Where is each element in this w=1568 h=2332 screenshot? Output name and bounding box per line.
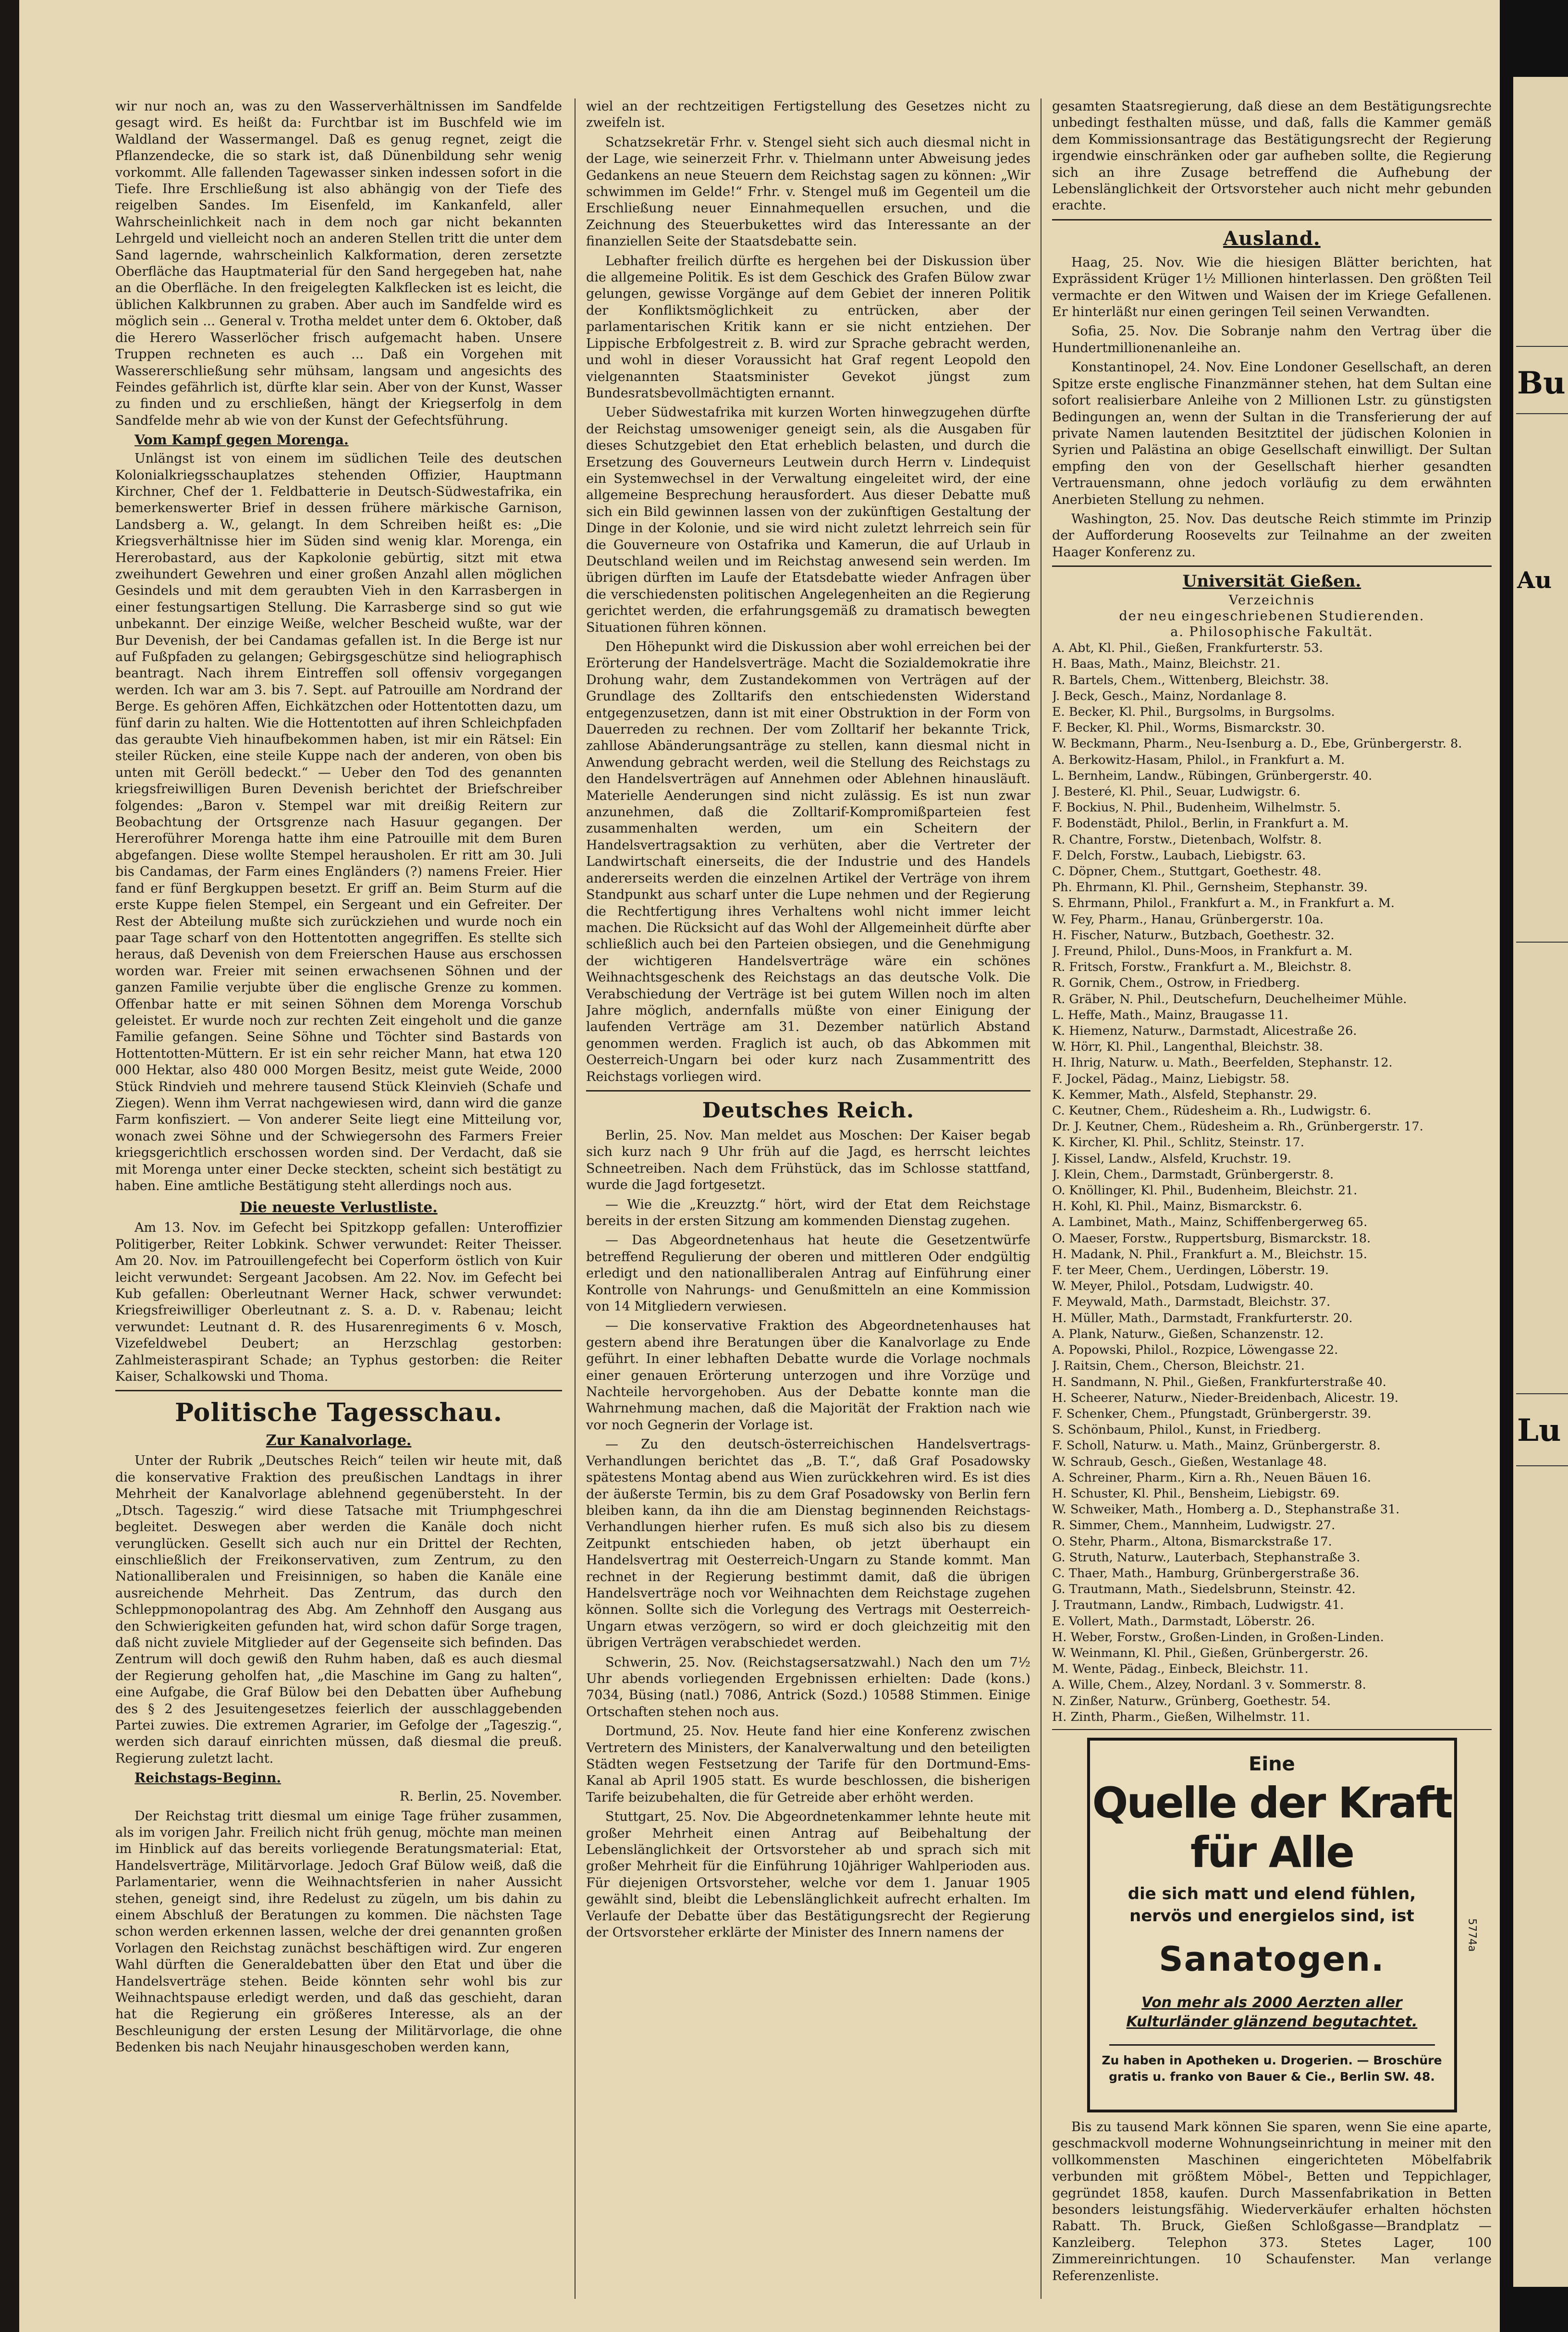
adjacent-page-edge [1513,77,1568,2287]
ausland-heading: Ausland. [1223,227,1321,250]
reichstag-heading: Reichstags-Beginn. [135,1770,282,1786]
student-entry: G. Trautmann, Math., Siedelsbrunn, Steinstr. 42. [1052,1582,1356,1597]
edge-glyph: Lu [1517,1412,1561,1448]
paragraph: Der Reichstag tritt diesmal um einige Tage früher zusammen, als im vorigen Jahr. Freilich nicht früh genug, möchte man meinen im Hinblick auf das bereits vorliegende Beratungsmaterial: Etat, Handelsverträge, Militärvorlage. Jedoch Graf Bülow weiß, daß die Parlamentarier, wenn die Weihnachtsferien in naher Aussicht stehen, geneigt sind, ihre Redelust zu zügeln, um bis dahin zu einem Abschluß der Beratungen zu kommen. Die nächsten Tage schon werden erkennen lassen, welche der drei genannten großen Vorlagen den Reichstag zunächst beschäftigen wird. Zur engeren Wahl dürften die Generaldebatten über den Etat und über die Handelsverträge stehen. Beide könnten sehr wohl bis zur Weihnachtspause erledigt werden, und daß das geschieht, daran hat die Regierung ein größeres Interesse, als an der Beschleunigung der ersten Lesung der Militärvorlage, die ohne Bedenken bis nach Neujahr hinausgeschoben werden kann, [115,1808,562,2055]
paragraph: Den Höhepunkt wird die Diskussion aber wohl erreichen bei der Erörterung der Handelsverträge. Macht die Sozialdemokratie ihre Drohung wahr, dem Zustandekommen von Verträgen auf der Grundlage des Zolltarifs den entschiedensten Widerstand entgegenzusetzen, dann ist mit einer Obstruktion in der Form von Dauerreden zu rechnen. Der vom Zolltarif her bekannte Trick, zahllose Abänderungsanträge zu stellen, kann diesmal nicht in Anwendung gebracht werden, weil die Stellung des Reichstags zu den Handelsverträgen auf Annehmen oder Ablehnen hinausläuft. Materielle Aenderungen sind nicht zulässig. Es ist nun zwar anzunehmen, daß die Zolltarif-Kompromißparteien fest zusammenhalten werden, um ein Scheitern der Handelsvertragsaktion zu verhüten, aber die Vertreter der Landwirtschaft einerseits, die der Industrie und des Handels andererseits werden die einzelnen Artikel der Verträge von ihrem Standpunkt aus scharf unter die Lupe nehmen und der Regierung die Rechtfertigung ihres Verhaltens wohl nicht immer leicht machen. Die Rücksicht auf das Wohl der Allgemeinheit dürfte aber schließlich auch bei den Parteien obsiegen, und die Genehmigung der wichtigeren Handelsverträge wäre ein schönes Weihnachtsgeschenk des Reichstags an das deutsche Volk. Die Verabschiedung der Verträge ist bei gutem Willen noch im alten Jahre möglich, andernfalls müßte von einer Einigung der laufenden Verträge am 31. Dezember natürlich Abstand genommen werden. Fraglich ist auch, ob das Abkommen mit Oesterreich-Ungarn bei oder kurz nach Zusammentritt des Reichstags vorliegen wird. [586,639,1030,1084]
edge-glyph: Bu [1517,365,1566,401]
column-1 [115,98,562,2308]
ad-product: Sanatogen. [1159,1939,1385,1979]
student-entry: H. Scheerer, Naturw., Nieder-Breidenbach, Alicestr. 19. [1052,1390,1398,1405]
paragraph: Lebhafter freilich dürfte es hergehen bei der Diskussion über die allgemeine Politik. Es ist dem Geschick des Grafen Bülow zwar gelungen, gewisse Vorgänge auf dem Gebiet der inneren Politik der Konfliktsmöglichkeit zu entrücken, aber der parlamentarischen Kritik kann er sie nicht entziehen. Der Lippische Erbfolgestreit z. B. wird zur Sprache gebracht werden, und wohl in dieser Voraussicht hat Graf regent Leopold den vielgenannten Staatsminister Gevekot jüngst zum Bundesratsbevollmächtigten ernannt. [586,253,1030,401]
student-entry: F. Bockius, N. Phil., Budenheim, Wilhelmstr. 5. [1052,800,1341,815]
paragraph: Konstantinopel, 24. Nov. Eine Londoner Gesellschaft, an deren Spitze erste englische Finanzmänner stehen, hat dem Sultan eine sofort realisierbare Anleihe von 2 Millionen Lstr. zu günstigsten Bedingungen an, wenn der Sultan in die Transferierung der auf private Namen lautenden Besitztitel der jüdischen Kolonien in Syrien und Palästina an obige Gesellschaft einwilligt. Der Sultan empfing den von der Gesellschaft hierher gesandten Vertrauensmann, ohne jedoch vorläufig zu dem erwähnten Anerbieten Stellung zu nehmen. [1052,360,1492,507]
reich-heading: Deutsches Reich. [702,1098,915,1123]
student-entry: C. Döpner, Chem., Stuttgart, Goethestr. 48. [1052,864,1322,879]
ad-eine: Eine [1249,1753,1295,1775]
student-entry: A. Popowski, Philol., Rozpice, Löwengasse 22. [1052,1343,1338,1358]
student-entry: H. Schuster, Kl. Phil., Bensheim, Liebigstr. 69. [1052,1486,1340,1501]
paragraph: Berlin, 25. Nov. Man meldet aus Moschen: Der Kaiser begab sich kurz nach 9 Uhr früh auf die Jagd, es herrscht leichtes Schneetreiben. Nach dem Frühstück, das im Schlosse stattfand, wurde die Jagd fortgesetzt. [586,1128,1030,1193]
student-list [1052,640,1492,1725]
student-entry: C. Keutner, Chem., Rüdesheim a. Rh., Ludwigstr. 6. [1052,1104,1372,1118]
student-entry: R. Bartels, Chem., Wittenberg, Bleichstr. 38. [1052,673,1329,687]
student-entry: W. Weinmann, Kl. Phil., Gießen, Grünbergerstr. 26. [1052,1645,1369,1660]
student-entry: S. Ehrmann, Philol., Frankfurt a. M., in Frankfurt a. M. [1052,896,1395,911]
ad-headline: Quelle der Kraft für Alle [1092,1778,1452,1877]
student-entry: N. Zinßer, Naturw., Grünberg, Goethestr. 54. [1052,1694,1331,1708]
student-entry: S. Schönbaum, Philol., Kunst, in Friedberg. [1052,1423,1321,1437]
student-entry: H. Madank, N. Phil., Frankfurt a. M., Bleichstr. 15. [1052,1247,1368,1262]
student-entry: A. Lambinet, Math., Mainz, Schiffenbergerweg 65. [1052,1215,1368,1230]
paragraph: wir nur noch an, was zu den Wasserverhältnissen im Sandfelde gesagt wird. Es heißt da: Furchtbar ist im Buschfeld wie im Waldland der Wassermangel. Daß es genug regnet, zeigt die Pflanzendecke, die so stark ist, daß Dünenbildung sehr wenig vorkommt. Alle fallenden Tagewasser sinken indessen sofort in die Tiefe. Ihre Erschließung ist also abhängig von der Tiefe des reigelben Sandes. Im Eisenfeld, im Kankanfeld, aller Wahrscheinlichkeit nach in dem noch gar nicht bekannten Lehrgeld und vielleicht noch an anderen Stellen tritt die unter dem Sand lagernde, wahrscheinlich Kalkformation, deren zersetzte Oberfläche das Hauptmaterial für den Sand hergegeben hat, nahe an die Oberfläche. In den freigelegten Kalkflecken ist es leicht, die üblichen Kalkbrunnen zu graben. Aber auch im Sandfelde wird es möglich sein ... General v. Trotha meldet unter dem 6. Oktober, daß die Herero Wasserlöcher frisch aufgemacht haben. Unsere Truppen rechneten es auch ... Daß ein Vorgehen mit Wassererschließung sehr mühsam, langsam und angesichts des Feindes gefährlich ist, dürfte klar sein. Aber von der Kunst, Wasser zu finden und zu erschließen, hängt der Kriegserfolg in dem Sandfelde mehr ab wie von der Kunst der Gefechtsführung. [115,99,562,428]
paragraph: — Die konservative Fraktion des Abgeordnetenhauses hat gestern abend ihre Beratungen über die Kanalvorlage zu Ende geführt. In einer lebhaften Debatte wurde die Vorlage nochmals einer genauen Erörterung unterzogen und ihre Vorzüge und Nachteile hervorgehoben. Aus der Debatte konnte man die Wahrnehmung machen, daß die Majorität der Fraktion nach wie vor noch Gegnerin der Vorlage ist. [586,1318,1030,1433]
edge-rule [1516,942,1568,943]
paragraph: Schwerin, 25. Nov. (Reichstagsersatzwahl.) Nach den um 7½ Uhr abends vorliegenden Ergebnissen erhielten: Dade (kons.) 7034, Büsing (natl.) 7086, Antrick (Sozd.) 10588 Stimmen. Einige Ortschaften stehen noch aus. [586,1655,1030,1719]
student-entry: J. Freund, Philol., Duns-Moos, in Frankfurt a. M. [1052,944,1353,959]
ad-endorsement [1090,1993,1454,2032]
ad-side-code: 5774a [1466,1918,1478,1952]
student-entry: H. Zinth, Pharm., Gießen, Wilhelmstr. 11. [1052,1709,1310,1724]
divider [1052,1729,1492,1730]
student-entry: A. Schreiner, Pharm., Kirn a. Rh., Neuen Bäuen 16. [1052,1470,1372,1485]
student-entry: Dr. J. Keutner, Chem., Rüdesheim a. Rh., Grünbergerstr. 17. [1052,1119,1423,1134]
student-entry: F. Bodenstädt, Philol., Berlin, in Frankfurt a. M. [1052,816,1349,831]
student-entry: K. Hiemenz, Naturw., Darmstadt, Alicestraße 26. [1052,1024,1357,1039]
edge-glyph: Au [1517,567,1552,594]
paragraph: Ueber Südwestafrika mit kurzen Worten hinwegzugehen dürfte der Reichstag umsoweniger geneigt sein, als die Ausgaben für dieses Schutzgebiet den Etat erheblich belasten, und durch die Ersetzung des Gouverneurs Leutwein durch Herrn v. Lindequist ein Systemwechsel in der Verwaltung eingeleitet wird, der eine allgemeine Besprechung herausfordert. Aus dieser Debatte muß sich ein Bild gewinnen lassen von der zukünftigen Gestaltung der Dinge in der Kolonie, und sie wird nicht zuletzt lehrreich sein für die Gouverneure von Ostafrika und Kamerun, die auf Urlaub in Deutschland weilen und im Reichstag anwesend sein werden. Im übrigen dürften im Laufe der Etatsdebatte wieder Anfragen über die verschiedensten politischen Angelegenheiten an die Regierung gerichtet werden, die erfahrungsgemäß zu dramatisch bewegten Situationen führen können. [586,405,1030,635]
sanatogen-advertisement [1087,1738,1478,2112]
student-entry: A. Abt, Kl. Phil., Gießen, Frankfurterstr. 53. [1052,641,1323,656]
student-entry: M. Wente, Pädag., Einbeck, Bleichstr. 11. [1052,1662,1309,1677]
paragraph: Schatzsekretär Frhr. v. Stengel sieht sich auch diesmal nicht in der Lage, wie seinerzeit Frhr. v. Thielmann unter Abweisung jedes Gedankens an neue Steuern dem Reichstag sagen zu können: „Wir schwimmen im Gelde!“ Frhr. v. Stengel muß im Gegenteil um die Erschließung neuer Einnahmequellen ersuchen, und die Zeichnung des Steuerbukettes wird das Interessante an der finanziellen Seite der Staatsdebatte sein. [586,135,1030,249]
student-entry: R. Gornik, Chem., Ostrow, in Friedberg. [1052,976,1300,991]
student-entry: A. Berkowitz-Hasam, Philol., in Frankfurt a. M. [1052,752,1345,767]
student-entry: H. Müller, Math., Darmstadt, Frankfurterstr. 20. [1052,1311,1353,1326]
divider [115,1390,562,1391]
university-subheading: der neu eingeschriebenen Studierenden. [1119,609,1425,624]
student-entry: J. Besteré, Kl. Phil., Seuar, Ludwigstr. 6. [1052,784,1300,799]
student-entry: J. Raitsin, Chem., Cherson, Bleichstr. 21. [1052,1359,1305,1374]
paragraph: Haag, 25. Nov. Wie die hiesigen Blätter berichten, hat Exprässident Krüger 1½ Millionen hinterlassen. Den größten Teil vermachte er den Witwen und Waisen der im Kriege Gefallenen. Er hinterläßt nur einen geringen Teil seinen Verwandten. [1052,255,1492,320]
morenga-heading: Vom Kampf gegen Morenga. [135,432,349,448]
student-entry: F. ter Meer, Chem., Uerdingen, Löberstr. 19. [1052,1263,1329,1278]
student-entry: J. Kissel, Landw., Alsfeld, Kruchstr. 19. [1052,1151,1292,1166]
student-entry: R. Gräber, N. Phil., Deutschefurn, Deuchelheimer Mühle. [1052,992,1407,1006]
verlust-heading: Die neueste Verlustliste. [240,1199,438,1216]
student-entry: F. Delch, Forstw., Laubach, Liebigstr. 63. [1052,848,1306,863]
edge-rule [1516,1465,1568,1466]
paragraph: Am 13. Nov. im Gefecht bei Spitzkopp gefallen: Unteroffizier Politigerber, Reiter Lobkink. Schwer verwundet: Reiter Theisser. Am 20. Nov. im Patrouillengefecht bei Coperform östlich von Kuir leicht verwundet: Sergeant Jacobsen. Am 22. Nov. im Gefecht bei Kub gefallen: Oberleutnant Werner Hack, schwer verwundet: Kriegsfreiwilliger Oberleutnant z. S. a. D. v. Rabenau; leicht verwundet: Leutnant d. R. des Husarenregiments 6 v. Mosch, Vizefeldwebel Deubert; an Herzschlag gestorben: Zahlmeisteraspirant Schade; an Typhus gestorben: die Reiter Kaiser, Schalkowski und Thoma. [115,1220,562,1385]
student-entry: K. Kemmer, Math., Alsfeld, Stephanstr. 29. [1052,1087,1317,1102]
student-entry: H. Fischer, Naturw., Butzbach, Goethestr. 32. [1052,928,1335,943]
student-entry: F. Jockel, Pädag., Mainz, Liebigstr. 58. [1052,1071,1290,1086]
paragraph: Stuttgart, 25. Nov. Die Abgeordnetenkammer lehnte heute mit großer Mehrheit einen Antrag auf Beibehaltung der Lebenslänglichkeit der Ortsvorsteher ab und sprach sich mit großer Mehrheit für die Einführung 10jähriger Wahlperioden aus. Für diejenigen Ortsvorsteher, welche vor dem 1. Januar 1905 gewählt sind, bleibt die Lebenslänglichkeit aufrecht erhalten. Im Verlaufe der Debatte über das Bestätigungsrecht der Regierung der Ortsvorsteher erklärte der Minister des Innern namens der [586,1809,1030,1940]
student-entry: K. Kircher, Kl. Phil., Schlitz, Steinstr. 17. [1052,1135,1304,1150]
kanal-heading: Zur Kanalvorlage. [266,1432,412,1449]
ad-footer-2: gratis u. franko von Bauer & Cie., Berlin SW. 48. [1109,2069,1435,2084]
student-entry: R. Chantre, Forstw., Dietenbach, Wolfstr. 8. [1052,832,1322,847]
student-entry: O. Knöllinger, Kl. Phil., Budenheim, Bleichstr. 21. [1052,1183,1358,1198]
student-entry: L. Heffe, Math., Mainz, Braugasse 11. [1052,1007,1288,1022]
student-entry: H. Weber, Forstw., Großen-Linden, in Großen-Linden. [1052,1630,1384,1645]
divider [1052,219,1492,221]
student-entry: H. Ihrig, Naturw. u. Math., Beerfelden, Stephanstr. 12. [1052,1056,1393,1070]
paragraph: — Wie die „Kreuzztg.“ hört, wird der Etat dem Reichstage bereits in der ersten Sitzung am kommenden Dienstag zugehen. [586,1197,1030,1228]
paragraph: Dortmund, 25. Nov. Heute fand hier eine Konferenz zwischen Vertretern des Ministers, der Kanalverwaltung und den beteiligten Städten wegen Festsetzung der Tarife für den Dortmund-Ems-Kanal ab April 1905 statt. Es wurde beschlossen, die bisherigen Tarife beizubehalten, die für Getreide aber erhöht werden. [586,1724,1030,1805]
column-3 [1052,98,1492,2308]
student-entry: H. Kohl, Kl. Phil., Mainz, Bismarckstr. 6. [1052,1199,1302,1214]
student-entry: R. Simmer, Chem., Mannheim, Ludwigstr. 27. [1052,1518,1335,1533]
divider [1052,565,1492,567]
column-2 [586,98,1030,2308]
paragraph: Unter der Rubrik „Deutsches Reich“ teilen wir heute mit, daß die konservative Fraktion des preußischen Landtags in ihrer Mehrheit der Kanalvorlage ablehnend gegenübersteht. In der „Dtsch. Tageszig.“ wird diese Tatsache mit Triumphgeschrei begleitet. Deswegen aber werden die Kanäle doch nicht verunglücken. Gesellt sich auch nur ein Drittel der Rechten, einschließlich der Freikonservativen, zum Zentrum, zu den Nationalliberalen und Freisinnigen, so haben die Kanäle eine ausreichende Mehrheit. Das Zentrum, das durch den Schleppmonopolantrag des Abg. Am Zehnhoff den Ausgang aus den Schwierigkeiten gefunden hat, wird schon dafür Sorge tragen, daß nicht zuviele Mitglieder auf der Gegenseite sich befinden. Das Zentrum will doch gewiß den Ruhm haben, daß es auch diesmal der Regierung geholfen hat, „die Maschine im Gang zu halten“, eine Aufgabe, die Graf Bülow bei den Debatten über Aufhebung des § 2 des Jesuitengesetzes feierlich der ausschlaggebenden Partei zuwies. Die extremen Agrarier, im Gefolge der „Tageszig.“, werden sich darauf einrichten müssen, daß diesmal die preuß. Regierung zuletzt lacht. [115,1453,562,1766]
paragraph: Sofia, 25. Nov. Die Sobranje nahm den Vertrag über die Hundertmillionenanleihe an. [1052,324,1492,356]
ad-line-2: nervös und energielos sind, ist [1129,1906,1414,1926]
edge-rule [1516,413,1568,414]
politik-heading: Politische Tagesschau. [174,1398,503,1428]
ad-line-1: die sich matt und elend fühlen, [1127,1884,1416,1903]
student-entry: W. Beckmann, Pharm., Neu-Isenburg a. D., Ebe, Grünbergerstr. 8. [1052,736,1462,751]
student-entry: G. Struth, Naturw., Lauterbach, Stephanstraße 3. [1052,1550,1360,1565]
paragraph: Washington, 25. Nov. Das deutsche Reich stimmte im Prinzip der Aufforderung Roosevelts zur Teilnahme an der zweiten Haager Konferenz zu. [1052,511,1492,560]
student-entry: J. Trautmann, Landw., Rimbach, Ludwigstr. 41. [1052,1598,1344,1613]
ad-endorsement-2: Kulturländer glänzend begutachtet. [1126,2013,1418,2030]
student-entry: W. Meyer, Philol., Potsdam, Ludwigstr. 40. [1052,1279,1314,1294]
paragraph: Unlängst ist von einem im südlichen Teile des deutschen Kolonialkriegsschauplatzes stehenden Offizier, Hauptmann Kirchner, Chef der 1. Feldbatterie in Deutsch-Südwestafrika, ein bemerkenswerter Brief in dessen frühere märkische Garnison, Landsberg a. W., gelangt. In dem Schreiben heißt es: „Die Kriegsverhältnisse hier im Süden sind wenig klar. Morenga, ein Hererobastard, aus der Kapkolonie gebürtig, sitzt mit etwa zweihundert Gewehren und einer großen Anzahl allen möglichen Gesindels und mit dem geraubten Vieh in den Karrasbergen in einer festungsartigen Stellung. Die Karrasberge sind so gut wie unbekannt. Der einzige Weiße, welcher Bescheid wußte, war der Bur Devenish, der bei Candamas gefallen ist. In die Berge ist nur auf Fußpfaden zu gelangen; Gebirgsgeschütze sind heliographisch beantragt. Nach ihrem Eintreffen soll offensiv vorgegangen werden. Ich war am 3. bis 7. Sept. auf Patrouille am Nordrand der Berge. Es gehören Affen, Eichkätzchen oder Hottentotten dazu, um fünf darin zu halten. Wie die Hottentotten auf ihren Schleichpfaden das geraubte Vieh hinaufbekommen haben, ist mir ein Rätsel: Ein steiler Rücken, eine steile Kuppe nach der anderen, von oben bis unten mit Geröll bedeckt.“ — Ueber den Tod des genannten kriegsfreiwilligen Buren Devenish berichtet der Briefschreiber folgendes: „Baron v. Stempel war mit dreißig Reitern zur Beobachtung der Ortsgrenze nach Hasuur gegangen. Der Hereroführer Morenga hatte ihm eine Patrouille mit dem Buren abgefangen. Diese wollte Stempel herausholen. Er ritt am 30. Juli bis Candamas, der Farm eines Engländers (?) namens Freier. Hier fand er fünf Bergkuppen besetzt. Er griff an. Beim Sturm auf die erste Kuppe fielen Stempel, ein Sergeant und ein Gefreiter. Der Rest der Abteilung mußte sich zurückziehen und wurde noch ein paar Tage scharf von den Hottentotten angegriffen. Es stellte sich heraus, daß Devenish von dem Freierschen Hause aus erschossen worden war. Freier mit seinen erwachsenen Söhnen und der ganzen Familie verjubte über die englische Grenze zu kommen. Offenbar hatte er mit seinen Söhnen dem Morenga Vorschub geleistet. Er wurde noch zur rechten Zeit eingeholt und die ganze Familie gefangen. Seine Söhne und Töchter sind Bastards von Hottentotten-Müttern. Er ist ein sehr reicher Mann, hat etwa 120 000 Hektar, also 480 000 Morgen Besitz, meist gute Weide, 2000 Stück Rindvieh und mehrere tausend Stück Kleinvieh (Schafe und Ziegen). Wenn ihm Verrat nachgewiesen wird, dann wird die ganze Farm konfisziert. — Von anderer Seite liegt eine Mitteilung vor, wonach zwei Söhne und der Schwiegersohn des Farmers Freier kriegsgerichtlich erschossen worden sind. Der Verdacht, daß sie mit Morenga unter einer Decke steckten, scheint sich bestätigt zu haben. Eine amtliche Bestätigung steht allerdings noch aus. [115,451,562,1193]
ad-endorsement-1: Von mehr als 2000 Aerzten aller [1141,1994,1402,2011]
student-entry: E. Vollert, Math., Darmstadt, Löberstr. 26. [1052,1614,1315,1629]
student-entry: F. Scholl, Naturw. u. Math., Mainz, Grünbergerstr. 8. [1052,1438,1381,1453]
paragraph: gesamten Staatsregierung, daß diese an dem Bestätigungsrechte unbedingt festhalten müsse, und daß, falls die Kammer gemäß dem Kommissionsantrage das Bestätigungsrecht der Regierung irgendwie einschränken oder gar aufheben sollte, die Regierung sich an ihre Zusage betreffend die Aufhebung der Lebenslänglichkeit der Ortsvorsteher auch nicht mehr gebunden erachte. [1052,99,1492,213]
student-entry: J. Klein, Chem., Darmstadt, Grünbergerstr. 8. [1052,1167,1334,1182]
dateline: R. Berlin, 25. November. [399,1789,562,1804]
student-entry: W. Hörr, Kl. Phil., Langenthal, Bleichstr. 38. [1052,1040,1323,1055]
student-entry: F. Becker, Kl. Phil., Worms, Bismarckstr. 30. [1052,721,1325,736]
divider [586,1090,1030,1092]
student-entry: W. Fey, Pharm., Hanau, Grünbergerstr. 10a. [1052,912,1324,927]
student-entry: Ph. Ehrmann, Kl. Phil., Gernsheim, Stephanstr. 39. [1052,880,1368,895]
edge-rule [1516,346,1568,347]
student-entry: C. Thaer, Math., Hamburg, Grünbergerstraße 36. [1052,1566,1360,1581]
university-subheading: Verzeichnis [1228,593,1315,608]
edge-rule [1516,1393,1568,1394]
student-entry: A. Wille, Chem., Alzey, Nordanl. 3 v. Sommerstr. 8. [1052,1678,1366,1693]
university-heading: Universität Gießen. [1182,572,1361,591]
ad-divider [1109,2044,1435,2046]
student-entry: O. Maeser, Forstw., Ruppertsburg, Bismarckstr. 18. [1052,1231,1371,1246]
student-entry: W. Schweiker, Math., Homberg a. D., Stephanstraße 31. [1052,1502,1400,1517]
student-entry: O. Stehr, Pharm., Altona, Bismarckstraße 17. [1052,1534,1332,1549]
paragraph: — Zu den deutsch-österreichischen Handelsvertrags-Verhandlungen berichtet das „B. T.“, daß Graf Posadowsky spätestens Montag abend aus Wien zurückkehren wird. Es ist dies der äußerste Termin, bis zu dem Graf Posadowsky von Berlin fern bleiben kann, da ihn die am Dienstag beginnenden Reichstags-Verhandlungen hierher rufen. Es muß sich also bis zu diesem Zeitpunkt entschieden haben, ob jetzt überhaupt ein Handelsvertrag mit Oesterreich-Ungarn zu Stande kommt. Man rechnet in der Regierung bestimmt damit, daß die übrigen Handelsverträge noch vor Weihnachten dem Reichstage zugehen können. Sollte sich die Vorlegung des Vertrags mit Oesterreich-Ungarn etwas verzögern, so wird er doch gleichzeitig mit den übrigen Verträgen verabschiedet werden. [586,1437,1030,1651]
student-entry: H. Sandmann, N. Phil., Gießen, Frankfurterstraße 40. [1052,1375,1386,1389]
student-entry: F. Schenker, Chem., Pfungstadt, Grünbergerstr. 39. [1052,1406,1372,1421]
student-entry: W. Schraub, Gesch., Gießen, Westanlage 48. [1052,1454,1327,1469]
paragraph: Bis zu tausend Mark können Sie sparen, wenn Sie eine aparte, geschmackvoll moderne Wohnungseinrichtung in meiner mit den vollkommensten Maschinen eingerichteten Möbelfabrik verbunden mit größtem Möbel-, Betten und Teppichlager, gegründet 1858, kaufen. Durch Massenfabrikation in Betten besonders leistungsfähig. Wiederverkäufer erhalten höchsten Rabatt. Th. Bruck, Gießen Schloßgasse—Brandplatz —Kanzleiberg. Telephon 373. Stetes Lager, 100 Zimmereinrichtungen. 10 Schaufenster. Man verlange Referenzenliste. [1052,2119,1492,2283]
student-entry: R. Fritsch, Forstw., Frankfurt a. M., Bleichstr. 8. [1052,960,1352,975]
col1-intro [115,98,562,429]
student-entry: H. Baas, Math., Mainz, Bleichstr. 21. [1052,657,1281,672]
student-entry: F. Meywald, Math., Darmstadt, Bleichstr. 37. [1052,1295,1331,1310]
paragraph: — Das Abgeordnetenhaus hat heute die Gesetzentwürfe betreffend Regulierung der oberen und mittleren Oder endgültig erledigt und den nationalliberalen Antrag auf Einführung einer Kontrolle von Nahrungs- und Genußmitteln an eine Kommission von 14 Mitgliedern verwiesen. [586,1233,1030,1314]
newspaper-page [19,0,1500,2332]
column-rule [575,98,576,2299]
paragraph: wiel an der rechtzeitigen Fertigstellung des Gesetzes nicht zu zweifeln ist. [586,99,1030,131]
student-entry: A. Plank, Naturw., Gießen, Schanzenstr. 12. [1052,1326,1324,1341]
student-entry: E. Becker, Kl. Phil., Burgsolms, in Burgsolms. [1052,704,1335,719]
student-entry: L. Bernheim, Landw., Rübingen, Grünbergerstr. 40. [1052,768,1372,783]
ad-footer-1: Zu haben in Apotheken u. Drogerien. — Broschüre [1102,2053,1442,2067]
student-entry: J. Beck, Gesch., Mainz, Nordanlage 8. [1052,688,1287,703]
faculty-heading: a. Philosophische Fakultät. [1170,625,1373,640]
